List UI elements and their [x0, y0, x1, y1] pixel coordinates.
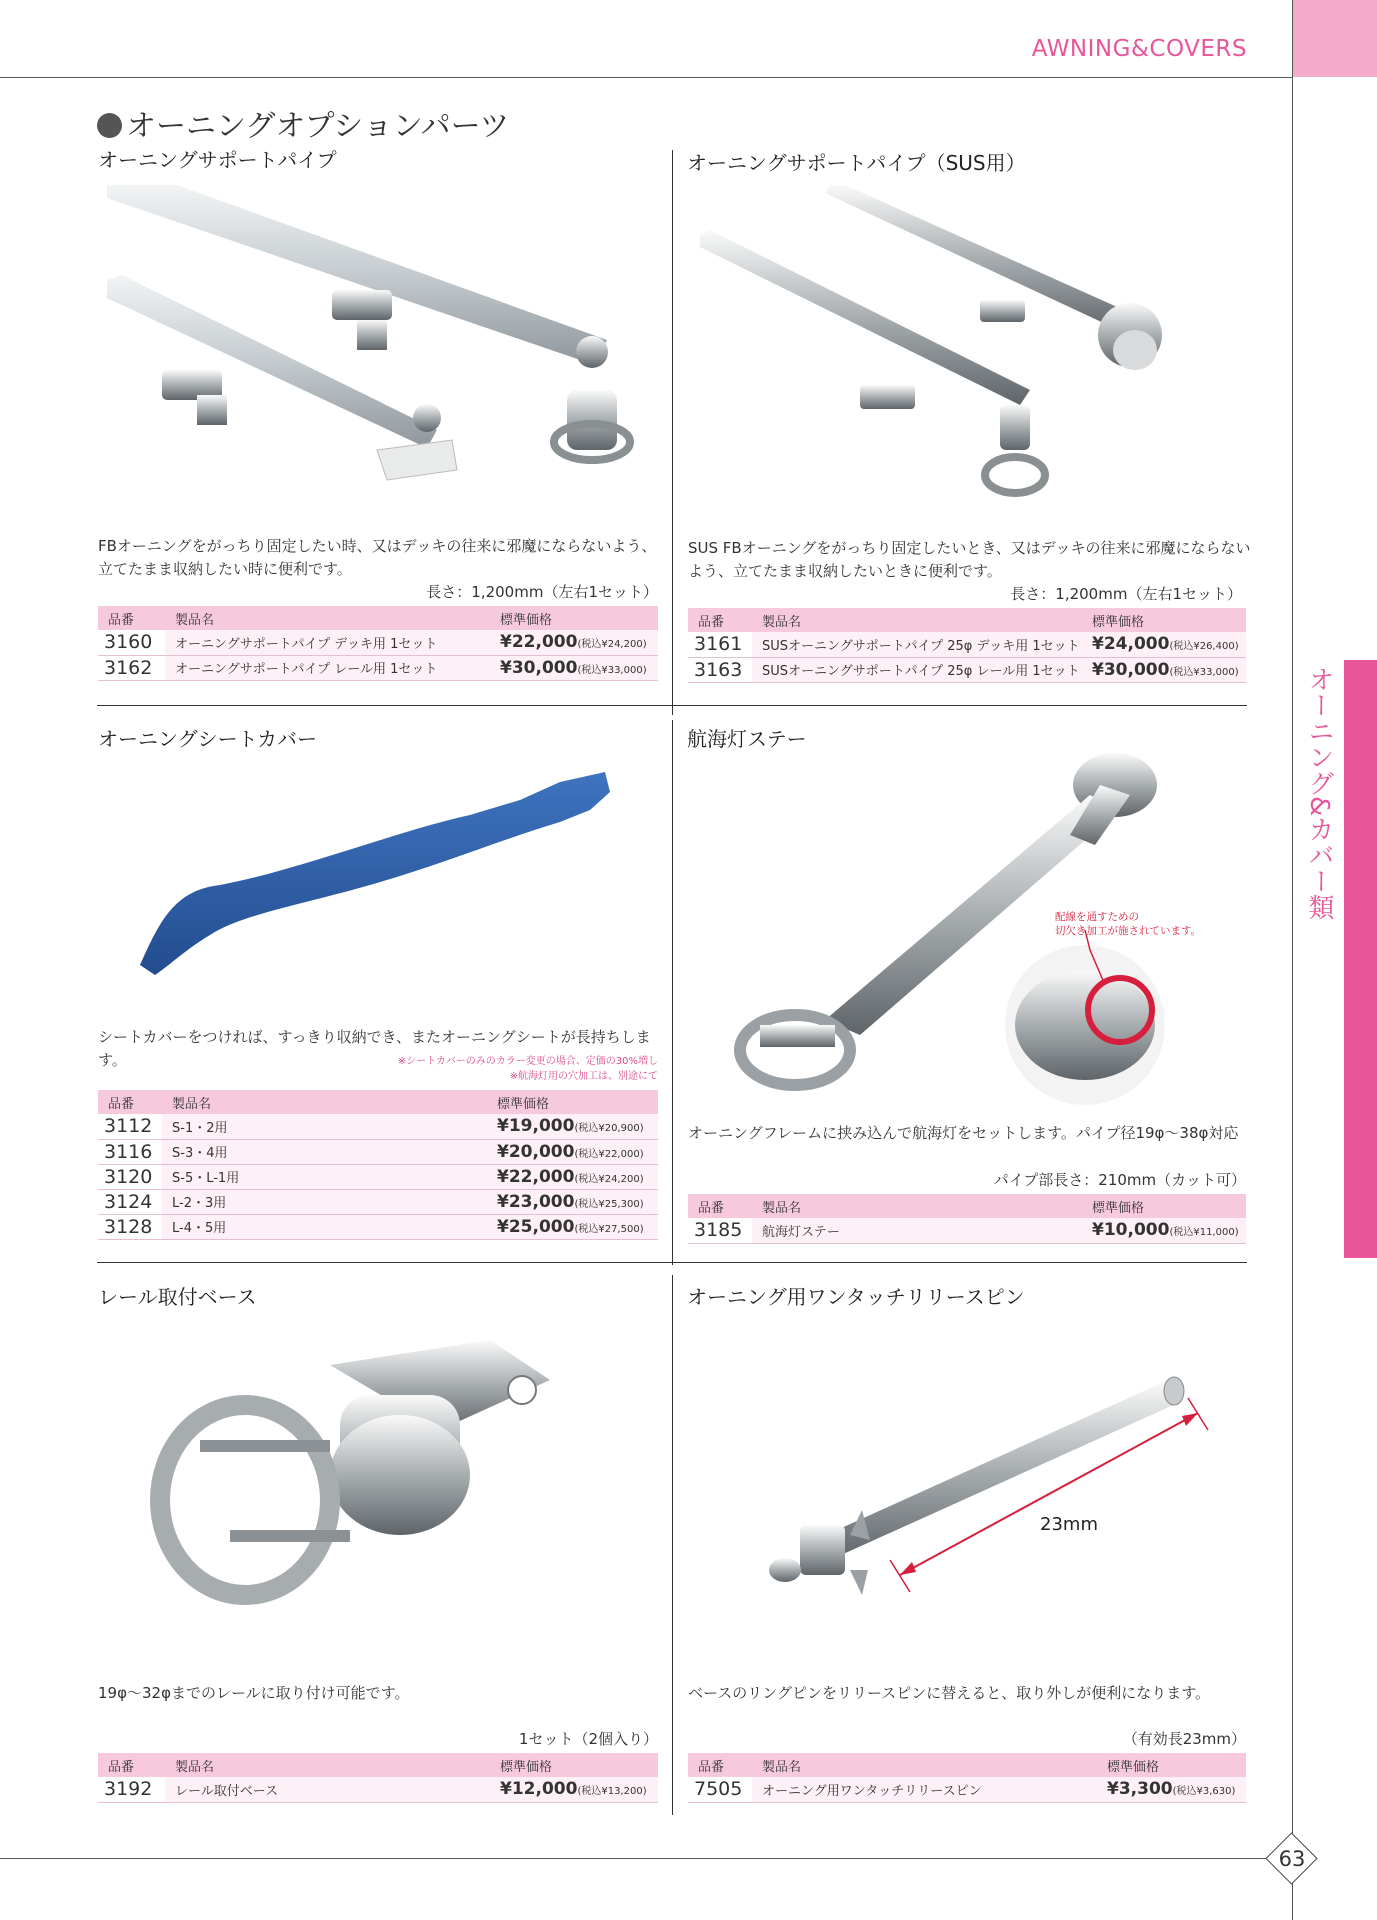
support-pipe-note: 長さ：1,200mm（左右1セット） — [426, 583, 658, 601]
product-price: ¥30,000(税込¥33,000) — [490, 655, 658, 680]
side-index-tab — [1344, 660, 1377, 1258]
footer-divider — [0, 1858, 1266, 1859]
support-pipe-sus-description: SUS FBオーニングをがっちり固定したいとき、又はデッキの往来に邪魔にならないよう、立てたまま収納したいときに便利です。 — [688, 539, 1251, 580]
product-name: SUSオーニングサポートパイプ 25φ レール用 1セット — [752, 657, 1082, 682]
nav-light-callout — [1055, 910, 1201, 938]
table-row — [98, 630, 658, 655]
row-divider-1 — [97, 705, 1247, 706]
product-code: 3160 — [98, 630, 165, 655]
product-name: レール取付ベース — [165, 1777, 490, 1802]
nav-light-stay-description: オーニングフレームに挟み込んで航海灯をセットします。パイプ径19φ〜38φ対応 — [688, 1124, 1239, 1142]
support-pipe-sus-table — [688, 608, 1246, 683]
nav-light-stay-title: 航海灯ステー — [687, 727, 807, 751]
col-code: 品番 — [98, 1090, 162, 1114]
col-price: 標準価格 — [490, 1753, 658, 1777]
col-name: 製品名 — [165, 606, 490, 630]
rail-base-note: 1セット（2個入り） — [518, 1730, 658, 1748]
product-code: 3161 — [688, 632, 752, 657]
column-divider-1 — [672, 150, 673, 715]
table-row — [688, 657, 1246, 682]
table-row — [688, 632, 1246, 657]
col-code: 品番 — [688, 608, 752, 632]
table-header-row — [98, 606, 658, 630]
support-pipe-sus-image — [700, 185, 1170, 505]
col-name: 製品名 — [162, 1090, 487, 1114]
product-name: L-2・3用 — [162, 1189, 487, 1214]
product-name: S-3・4用 — [162, 1139, 487, 1164]
table-header-row — [98, 1090, 658, 1114]
col-price: 標準価格 — [487, 1090, 658, 1114]
table-header-row — [688, 1753, 1246, 1777]
product-code: 3128 — [98, 1214, 162, 1239]
bullet-icon — [97, 113, 122, 138]
right-margin-rule — [1292, 0, 1293, 1920]
product-name: L-4・5用 — [162, 1214, 487, 1239]
product-price: ¥24,000(税込¥26,400) — [1082, 632, 1246, 657]
col-code: 品番 — [98, 1753, 165, 1777]
product-code: 7505 — [688, 1777, 752, 1802]
product-price: ¥22,000(税込¥24,200) — [490, 630, 658, 655]
table-row — [98, 1777, 658, 1802]
sheet-cover-note-2: ※航海灯用の穴加工は、別途にて — [509, 1071, 658, 1082]
side-index-label: オーニング&カバー類 — [1304, 666, 1334, 921]
product-code: 3185 — [688, 1218, 752, 1243]
rail-base-image — [150, 1340, 570, 1630]
column-divider-2 — [672, 720, 673, 1265]
rail-base-table — [98, 1753, 658, 1803]
table-row — [688, 1218, 1246, 1243]
product-code: 3120 — [98, 1164, 162, 1189]
product-code: 3112 — [98, 1114, 162, 1139]
support-pipe-image — [97, 180, 652, 515]
product-code: 3163 — [688, 657, 752, 682]
release-pin-title: オーニング用ワンタッチリリースピン — [687, 1285, 1025, 1309]
table-row — [98, 1214, 658, 1239]
col-name: 製品名 — [752, 1753, 1097, 1777]
product-name: 航海灯ステー — [752, 1218, 1082, 1243]
product-code: 3116 — [98, 1139, 162, 1164]
sheet-cover-description: シートカバーをつければ、すっきり収納でき、またオーニングシートが長持ちします。 — [98, 1028, 651, 1069]
support-pipe-table — [98, 606, 658, 681]
support-pipe-sus-title: オーニングサポートパイプ（SUS用） — [687, 151, 1026, 175]
callout-line-1: 配線を通すための — [1055, 911, 1139, 923]
product-price: ¥3,300(税込¥3,630) — [1097, 1777, 1246, 1802]
product-price: ¥30,000(税込¥33,000) — [1082, 657, 1246, 682]
table-header-row — [688, 608, 1246, 632]
table-row — [688, 1777, 1246, 1802]
support-pipe-sus-note: 長さ：1,200mm（左右1セット） — [1010, 585, 1242, 603]
sheet-cover-note-1: ※シートカバーのみのカラー変更の場合、定価の30%増し — [397, 1056, 658, 1067]
table-header-row — [98, 1753, 658, 1777]
table-row — [98, 1164, 658, 1189]
product-code: 3162 — [98, 655, 165, 680]
product-code: 3124 — [98, 1189, 162, 1214]
product-name: オーニングサポートパイプ デッキ用 1セット — [165, 630, 490, 655]
sheet-cover-image — [140, 770, 620, 980]
col-price: 標準価格 — [1097, 1753, 1246, 1777]
nav-light-stay-note: パイプ部長さ：210mm（カット可） — [993, 1171, 1246, 1189]
product-name: オーニングサポートパイプ レール用 1セット — [165, 655, 490, 680]
support-pipe-description: FBオーニングをがっちり固定したい時、又はデッキの往来に邪魔にならないよう、立てたまま収納したい時に便利です。 — [98, 537, 657, 578]
product-price: ¥19,000(税込¥20,900) — [487, 1114, 658, 1139]
col-price: 標準価格 — [1082, 1194, 1246, 1218]
product-price: ¥10,000(税込¥11,000) — [1082, 1218, 1246, 1243]
sheet-cover-title: オーニングシートカバー — [98, 727, 317, 751]
release-pin-image — [750, 1330, 1230, 1610]
page-number — [1266, 1833, 1318, 1885]
product-code: 3192 — [98, 1777, 165, 1802]
col-code: 品番 — [688, 1753, 752, 1777]
rail-base-title: レール取付ベース — [98, 1285, 257, 1309]
rail-base-description: 19φ〜32φまでのレールに取り付け可能です。 — [98, 1684, 410, 1702]
product-name: S-5・L-1用 — [162, 1164, 487, 1189]
col-name: 製品名 — [752, 608, 1082, 632]
callout-line-2: 切欠き加工が施されています。 — [1055, 925, 1202, 937]
product-price: ¥22,000(税込¥24,200) — [487, 1164, 658, 1189]
col-price: 標準価格 — [1082, 608, 1246, 632]
table-row — [98, 1189, 658, 1214]
table-header-row — [688, 1194, 1246, 1218]
col-code: 品番 — [98, 606, 165, 630]
page-number-text: 63 — [1278, 1847, 1306, 1871]
row-divider-2 — [97, 1262, 1247, 1263]
col-name: 製品名 — [752, 1194, 1082, 1218]
product-price: ¥23,000(税込¥25,300) — [487, 1189, 658, 1214]
page-title — [97, 101, 509, 145]
col-name: 製品名 — [165, 1753, 490, 1777]
page-title-text: オーニングオプションパーツ — [126, 109, 510, 144]
column-divider-3 — [672, 1275, 673, 1815]
table-row — [98, 1114, 658, 1139]
product-price: ¥25,000(税込¥27,500) — [487, 1214, 658, 1239]
support-pipe-title: オーニングサポートパイプ — [98, 148, 337, 172]
sheet-cover-table — [98, 1090, 658, 1240]
header-pink-tab — [1292, 0, 1377, 77]
col-code: 品番 — [688, 1194, 752, 1218]
header-divider — [0, 77, 1292, 78]
release-pin-table — [688, 1753, 1246, 1803]
table-row — [98, 655, 658, 680]
category-header: AWNING&COVERS — [1031, 36, 1247, 62]
dimension-label: 23mm — [1040, 1514, 1098, 1535]
table-row — [98, 1139, 658, 1164]
product-name: S-1・2用 — [162, 1114, 487, 1139]
product-name: オーニング用ワンタッチリリースピン — [752, 1777, 1097, 1802]
release-pin-note: （有効長23mm） — [1122, 1730, 1246, 1748]
nav-light-stay-table — [688, 1194, 1246, 1244]
release-pin-description: ベースのリングピンをリリースピンに替えると、取り外しが便利になります。 — [688, 1684, 1211, 1702]
product-price: ¥20,000(税込¥22,000) — [487, 1139, 658, 1164]
product-price: ¥12,000(税込¥13,200) — [490, 1777, 658, 1802]
product-name: SUSオーニングサポートパイプ 25φ デッキ用 1セット — [752, 632, 1082, 657]
col-price: 標準価格 — [490, 606, 658, 630]
